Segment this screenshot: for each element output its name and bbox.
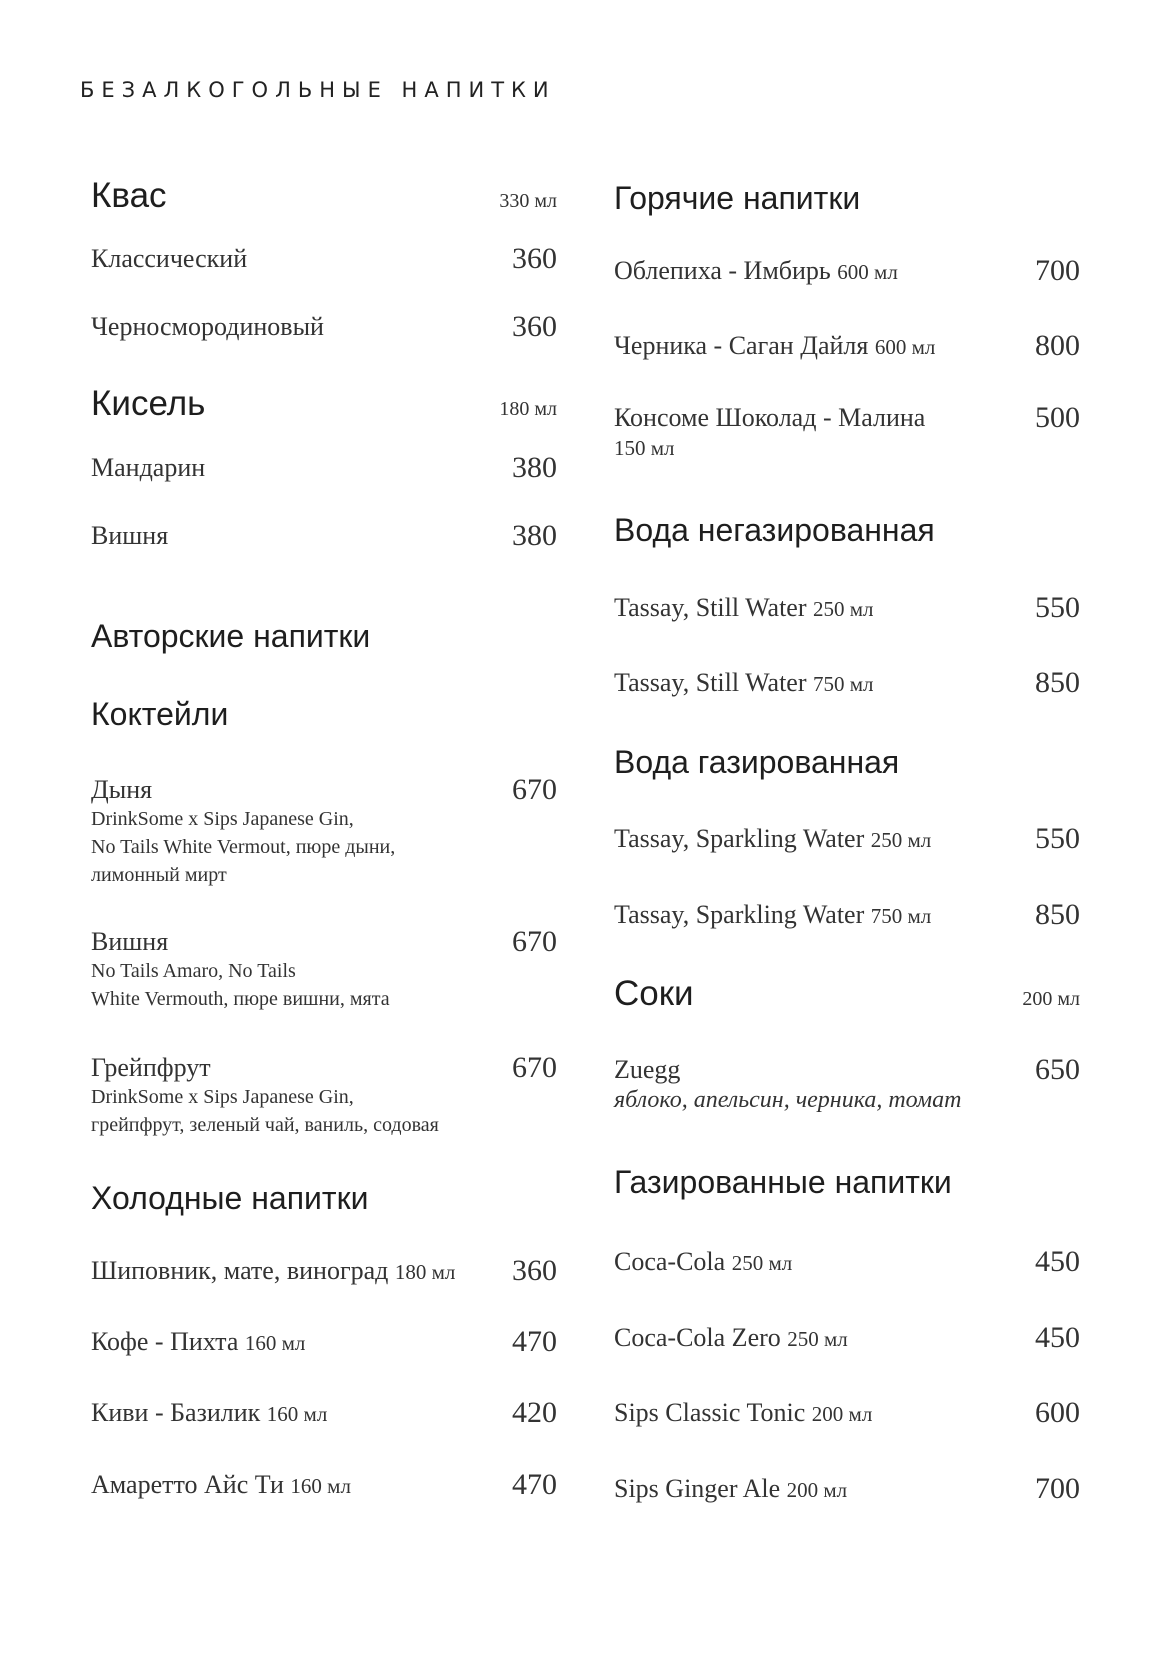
item-desc-line: DrinkSome x Sips Japanese Gin, [91, 808, 354, 830]
item-desc-line: грейпфрут, зеленый чай, ваниль, содовая [91, 1114, 439, 1136]
item-price: 800 [1035, 329, 1080, 362]
item-name [91, 1256, 455, 1287]
item-name [91, 1327, 305, 1358]
item-title: Tassay, Sparkling Water [614, 824, 865, 853]
item-name [614, 1247, 792, 1278]
menu-item [614, 331, 1080, 362]
menu-item [91, 312, 557, 342]
item-price: 380 [512, 519, 557, 552]
section-kvas [91, 176, 557, 216]
item-price: 850 [1035, 898, 1080, 931]
menu-item [614, 1474, 1080, 1505]
item-name [614, 900, 931, 931]
item-volume: 250 мл [870, 828, 932, 852]
item-name [614, 256, 898, 287]
menu-item [614, 668, 1080, 699]
menu-item [614, 900, 1080, 931]
item-price: 700 [1035, 254, 1080, 287]
menu-item [614, 593, 1080, 624]
item-title: Tassay, Still Water [614, 593, 807, 622]
item-volume: 600 мл [837, 260, 898, 284]
item-volume: 160 мл [266, 1402, 328, 1426]
section-kisel [91, 384, 557, 424]
item-price: 360 [512, 242, 557, 275]
item-price: 450 [1035, 1321, 1080, 1354]
section-title: Горячие напитки [614, 180, 861, 216]
item-desc-line: яблоко, апельсин, черника, томат [614, 1087, 962, 1113]
item-name [91, 1398, 327, 1429]
item-volume: 250 мл [731, 1251, 793, 1275]
item-desc-line: White Vermouth, пюре вишни, мята [91, 988, 390, 1010]
section-juices [614, 974, 1080, 1014]
item-title: Tassay, Sparkling Water [614, 900, 865, 929]
item-desc-line: лимонный мирт [91, 864, 227, 886]
item-title: Tassay, Still Water [614, 668, 807, 697]
item-price: 670 [512, 925, 557, 958]
item-title: Шиповник, мате, виноград [91, 1256, 389, 1285]
section-title: Соки [614, 974, 694, 1013]
item-desc-line: No Tails Amaro, No Tails [91, 960, 296, 982]
menu-item [91, 521, 557, 551]
item-name [614, 593, 874, 624]
section-hot [614, 180, 1080, 217]
item-name [614, 668, 874, 699]
menu-item [614, 1323, 1080, 1354]
item-name [91, 1470, 351, 1501]
item-name: Черносмородиновый [91, 312, 324, 341]
item-price: 360 [512, 310, 557, 343]
item-title: Черника - Саган Дайля [614, 331, 869, 360]
item-volume: 600 мл [874, 335, 936, 359]
menu-item [614, 403, 1080, 463]
menu-item [614, 1247, 1080, 1278]
item-name: Zuegg [614, 1055, 681, 1084]
section-title: Вода негазированная [614, 512, 935, 548]
section-author [91, 618, 557, 655]
item-price: 670 [512, 773, 557, 806]
item-desc-line: No Tails White Vermout, пюре дыни, [91, 836, 396, 858]
item-name [614, 824, 931, 855]
item-title: Кофе - Пихта [91, 1327, 239, 1356]
item-title: Coca-Cola Zero [614, 1323, 781, 1352]
item-name [614, 1323, 848, 1354]
menu-item [91, 1398, 557, 1429]
item-volume: 160 мл [244, 1331, 306, 1355]
item-volume: 750 мл [813, 672, 874, 696]
menu-item [91, 244, 557, 274]
section-title: Холодные напитки [91, 1180, 369, 1216]
section-title: Квас [91, 176, 167, 215]
menu-item [614, 256, 1080, 287]
menu-item [91, 453, 557, 483]
item-volume: 200 мл [786, 1478, 848, 1502]
item-price: 380 [512, 451, 557, 484]
menu-item [614, 1055, 1080, 1115]
section-volume: 330 мл [499, 190, 557, 212]
item-volume: 200 мл [811, 1402, 873, 1426]
item-price: 550 [1035, 822, 1080, 855]
section-title: Коктейли [91, 696, 229, 732]
item-price: 470 [512, 1325, 557, 1358]
menu-item [614, 824, 1080, 855]
item-title: Амаретто Айс Ти [91, 1470, 284, 1499]
section-title: Газированные напитки [614, 1164, 952, 1200]
item-desc-line: DrinkSome x Sips Japanese Gin, [91, 1086, 354, 1108]
section-volume: 180 мл [499, 398, 557, 420]
section-title: Кисель [91, 384, 206, 423]
item-price: 450 [1035, 1245, 1080, 1278]
item-name: Вишня [91, 927, 169, 956]
item-name: Консоме Шоколад - Малина [614, 403, 926, 432]
item-title: Киви - Базилик [91, 1398, 261, 1427]
item-title: Coca-Cola [614, 1247, 726, 1276]
item-price: 360 [512, 1254, 557, 1287]
item-price: 600 [1035, 1396, 1080, 1429]
menu-item [91, 927, 557, 1013]
item-volume: 180 мл [394, 1260, 456, 1284]
section-title: Авторские напитки [91, 618, 371, 654]
item-name: Грейпфрут [91, 1053, 211, 1082]
section-cold [91, 1180, 557, 1217]
section-sparkling-water [614, 744, 1080, 781]
item-title: Облепиха - Имбирь [614, 256, 831, 285]
item-name: Классический [91, 244, 248, 273]
section-volume: 200 мл [1022, 988, 1080, 1010]
menu-item [91, 1053, 557, 1139]
item-title: Sips Classic Tonic [614, 1398, 806, 1427]
menu-item [614, 1398, 1080, 1429]
item-name: Мандарин [91, 453, 206, 482]
item-price: 550 [1035, 591, 1080, 624]
section-title: Вода газированная [614, 744, 900, 780]
item-title: Sips Ginger Ale [614, 1474, 781, 1503]
section-still-water [614, 512, 1080, 549]
menu-item [91, 775, 557, 889]
item-name: Вишня [91, 521, 169, 550]
item-name: Дыня [91, 775, 153, 804]
item-volume: 750 мл [870, 904, 932, 928]
menu-item [91, 1256, 557, 1287]
item-price: 420 [512, 1396, 557, 1429]
item-price: 470 [512, 1468, 557, 1501]
item-name [614, 331, 935, 362]
item-volume: 150 мл [614, 436, 675, 460]
section-cocktails [91, 696, 557, 733]
item-volume: 160 мл [290, 1474, 351, 1498]
item-price: 500 [1035, 401, 1080, 434]
page-title: БЕЗАЛКОГОЛЬНЫЕ НАПИТКИ [80, 78, 556, 102]
item-price: 700 [1035, 1472, 1080, 1505]
item-price: 850 [1035, 666, 1080, 699]
menu-item [91, 1327, 557, 1358]
section-soda [614, 1164, 1080, 1201]
menu-item [91, 1470, 557, 1501]
item-name [614, 1474, 847, 1505]
item-price: 650 [1035, 1053, 1080, 1086]
item-volume: 250 мл [813, 597, 874, 621]
item-name [614, 1398, 872, 1429]
item-volume: 250 мл [787, 1327, 848, 1351]
item-price: 670 [512, 1051, 557, 1084]
